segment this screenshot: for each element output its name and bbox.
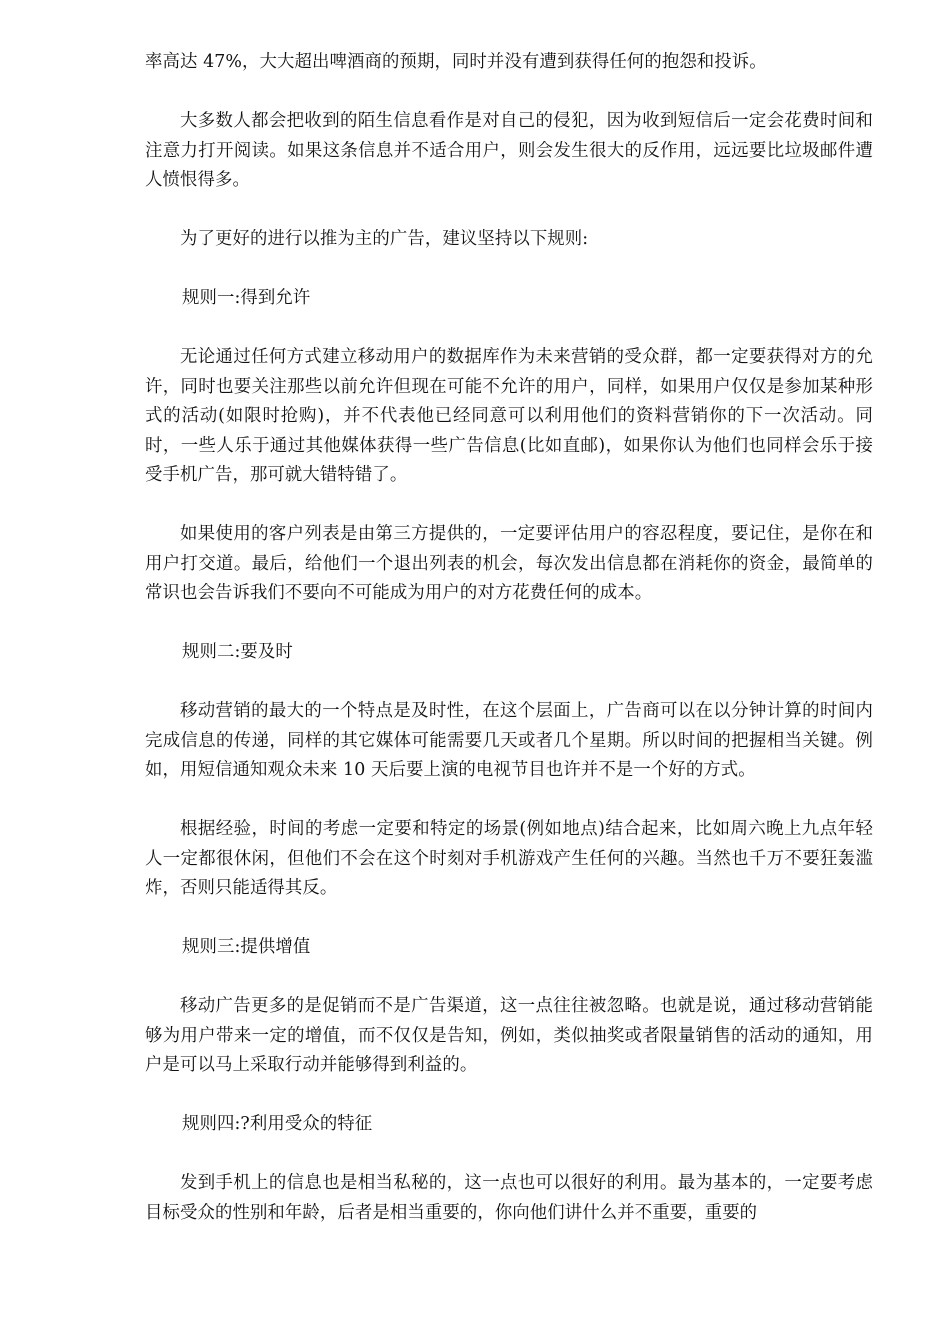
document-page <box>145 48 873 1258</box>
rule-four-heading: 规则四:?利用受众的特征 <box>182 1114 373 1134</box>
rule-one-heading: 规则一:得到允许 <box>182 288 311 308</box>
paragraph-rules-intro: 为了更好的进行以推为主的广告，建议坚持以下规则: <box>180 229 589 249</box>
rule-three-heading: 规则三:提供增值 <box>182 937 311 957</box>
paragraph-timeliness: 移动营销的最大的一个特点是及时性，在这个层面上，广告商可以在以分钟计算的时间内完成信息的传递，同样的其它媒体可能需要几天或者几个星期。所以时间的把握相当关键。例如，用短信通知观众未来 10 天后要上演的电视节目也许并不是一个好的方式。 <box>145 701 873 780</box>
paragraph-audience-traits: 发到手机上的信息也是相当私秘的，这一点也可以很好的利用。最为基本的，一定要考虑目标受众的性别和年龄，后者是相当重要的，你向他们讲什么并不重要，重要的 <box>145 1173 873 1223</box>
paragraph-intrusion: 大多数人都会把收到的陌生信息看作是对自己的侵犯，因为收到短信后一定会花费时间和注意力打开阅读。如果这条信息并不适合用户，则会发生很大的反作用，远远要比垃圾邮件遭人愤恨得多。 <box>145 111 873 190</box>
rule-two-heading: 规则二:要及时 <box>182 642 293 662</box>
paragraph-value-added: 移动广告更多的是促销而不是广告渠道，这一点往往被忽略。也就是说，通过移动营销能够为用户带来一定的增值，而不仅仅是告知，例如，类似抽奖或者限量销售的活动的通知，用户是可以马上采取行动并能够得到利益的。 <box>145 996 873 1075</box>
paragraph-timing-experience: 根据经验，时间的考虑一定要和特定的场景(例如地点)结合起来，比如周六晚上九点年轻人一定都很休闲，但他们不会在这个时刻对手机游戏产生任何的兴趣。当然也千万不要狂轰滥炸，否则只能适得其反。 <box>145 819 873 898</box>
paragraph-continued-intro: 率高达 47%，大大超出啤酒商的预期，同时并没有遭到获得任何的抱怨和投诉。 <box>145 52 767 72</box>
paragraph-third-party-list: 如果使用的客户列表是由第三方提供的，一定要评估用户的容忍程度，要记住，是你在和用户打交道。最后，给他们一个退出列表的机会，每次发出信息都在消耗你的资金，最简单的常识也会告诉我们不要向不可能成为用户的对方花费任何的成本。 <box>145 524 873 603</box>
paragraph-permission: 无论通过任何方式建立移动用户的数据库作为未来营销的受众群，都一定要获得对方的允许，同时也要关注那些以前允许但现在可能不允许的用户，同样，如果用户仅仅是参加某种形式的活动(如限时抢购)，并不代表他已经同意可以利用他们的资料营销你的下一次活动。同时，一些人乐于通过其他媒体获得一些广告信息(比如直邮)，如果你认为他们也同样会乐于接受手机广告，那可就大错特错了。 <box>145 347 873 485</box>
